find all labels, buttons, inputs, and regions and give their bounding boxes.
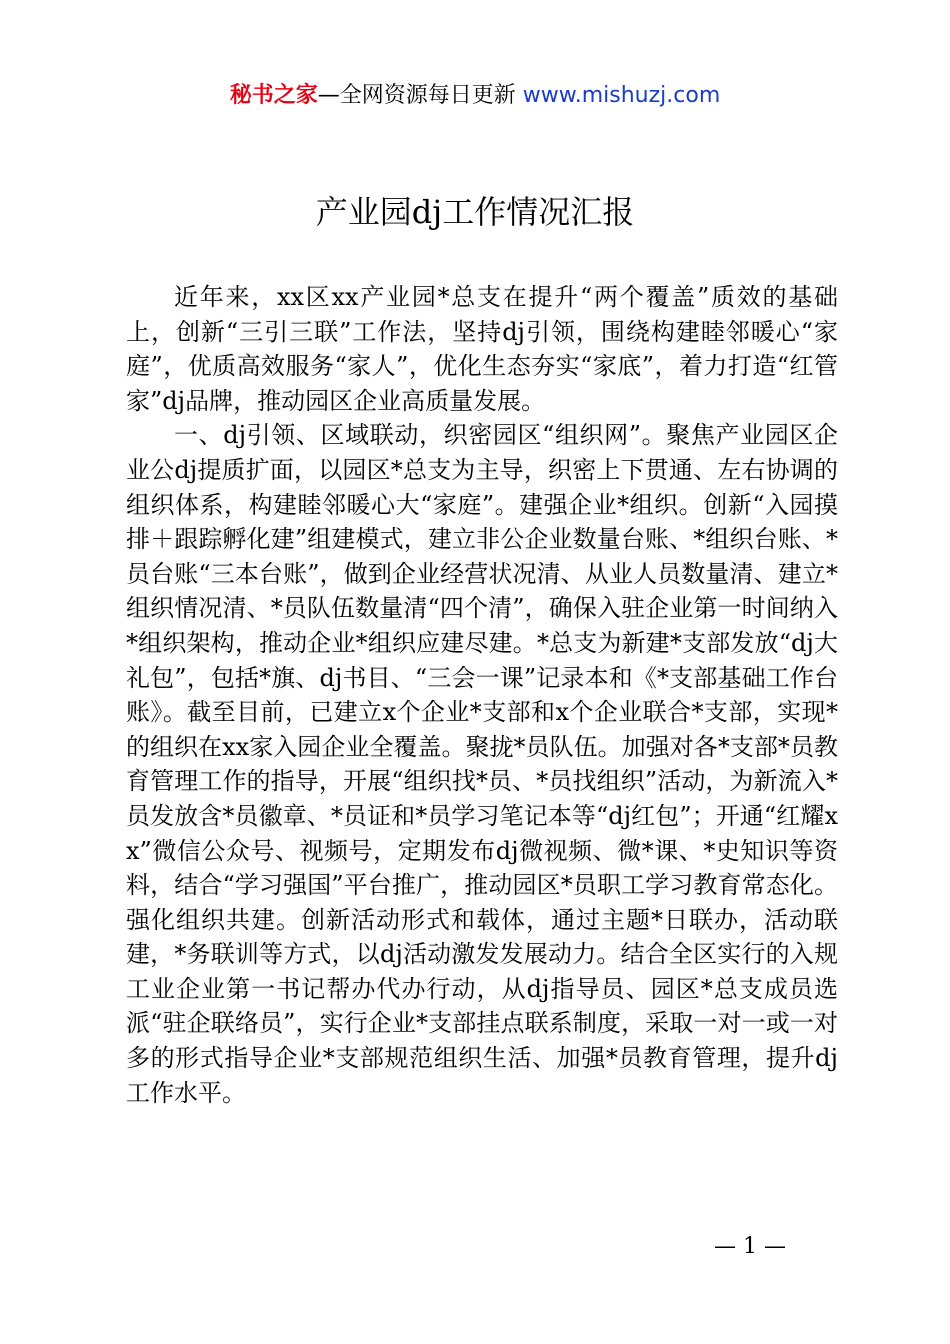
page-number: — 1 —: [714, 1234, 786, 1259]
site-brand: 秘书之家: [229, 83, 318, 108]
paragraph-section-one: 一、dj引领、区域联动，织密园区“组织网”。聚焦产业园区企业公dj提质扩面，以园区*总支为主导，织密上下贯通、左右协调的组织体系，构建睦邻暖心大“家庭”。建强企业*组织。创新“入园摸排＋跟踪孵化建”组建模式，建立非公企业数量台账、*组织台账、*员台账“三本台账”，做到企业经营状况清、从业人员数量清、建立*组织情况清、*员队伍数量清“四个清”，确保入驻企业第一时间纳入*组织架构，推动企业*组织应建尽建。*总支为新建*支部发放“dj大礼包”，包括*旗、dj书目、“三会一课”记录本和《*支部基础工作台账》。截至目前，已建立x个企业*支部和x个企业联合*支部，实现*的组织在xx家入园企业全覆盖。聚拢*员队伍。加强对各*支部*员教育管理工作的指导，开展“组织找*员、*员找组织”活动，为新流入*员发放含*员徽章、*员证和*员学习笔记本等“dj红包”；开通“红耀xx”微信公众号、视频号，定期发布dj微视频、微*课、*史知识等资料，结合“学习强国”平台推广，推动园区*员职工学习教育常态化。强化组织共建。创新活动形式和载体，通过主题*日联办，活动联建，*务联训等方式，以dj活动激发发展动力。结合全区实行的入规工业企业第一书记帮办代办行动，从dj指导员、园区*总支成员选派“驻企联络员”，实行企业*支部挂点联系制度，采取一对一或一对多的形式指导企业*支部规范组织生活、加强*员教育管理，提升dj工作水平。: [126, 421, 838, 1107]
paragraph-intro: 近年来，xx区xx产业园*总支在提升“两个覆盖”质效的基础上，创新“三引三联”工作法，坚持dj引领，围绕构建睦邻暖心“家庭”，优质高效服务“家人”，优化生态夯实“家底”，着力打造“红管家”dj品牌，推动园区企业高质量发展。: [126, 283, 838, 415]
document-body: [126, 280, 838, 1110]
site-slogan: —全网资源每日更新: [317, 83, 516, 108]
document-title: 产业园dj工作情况汇报: [315, 193, 635, 231]
site-url-link[interactable]: www.mishuzj.com: [515, 83, 721, 108]
site-header: [0, 80, 950, 112]
